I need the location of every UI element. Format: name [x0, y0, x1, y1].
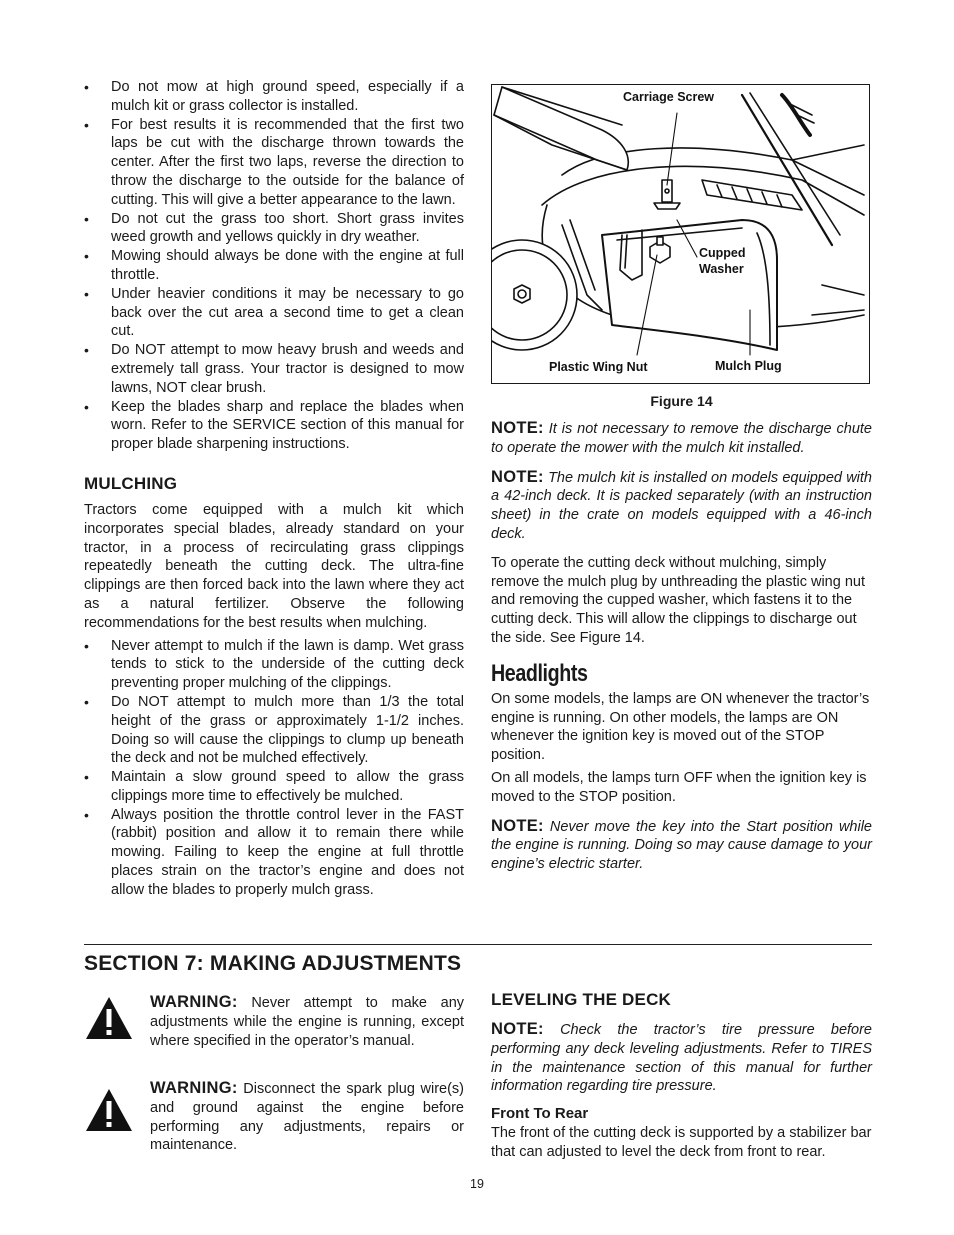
note-label: NOTE:	[491, 816, 544, 835]
mowing-tips-list	[84, 78, 464, 454]
list-item: • Do NOT attempt to mow heavy brush and weeds and extremely tall grass. Your tractor is designed to mow lawns, NOT clear brush.	[84, 341, 464, 397]
headlights-para-1: On some models, the lamps are ON whenever the tractor’s engine is running. On other models, the lamps are ON whenever the ignition key is moved out of the STOP position.	[491, 690, 870, 764]
list-item: • For best results it is recommended that the first two laps be cut with the discharge thrown towards the center. After the first two laps, reverse the direction to throw the discharge to the outside for the balance of cutting. This will give a better appearance to the lawn.	[84, 116, 464, 210]
list-item: • Do NOT attempt to mulch more than 1/3 the total height of the grass or approximately 1-1/2 inches. Doing so will cause the clippings to clump up beneath the deck and not be mulched effectively.	[84, 693, 464, 768]
mulch-plug-diagram	[492, 85, 868, 382]
list-item: • Do not cut the grass too short. Short grass invites weed growth and yellows quickly in dry weather.	[84, 210, 464, 248]
headlights-heading: Headlights	[491, 659, 588, 687]
note-label: NOTE:	[491, 419, 544, 437]
list-item: • Maintain a slow ground speed to allow the grass clippings more time to effectively be mulched.	[84, 768, 464, 806]
mulching-intro: Tractors come equipped with a mulch kit which incorporates special blades, already standard on your tractor, in a process of recirculating grass clippings repeatedly beneath the cutting deck. The ultra-fine clippings are then forced back into the lawn where they act as a natural fertilizer. Observe the following recommendations for the best results when mulching.	[84, 501, 464, 631]
note-text: The mulch kit is installed on models equipped with a 42-inch deck. It is packed separately (with an instruction sheet) in the crate on models equipped with a 46-inch deck.	[491, 469, 872, 542]
warning-label: WARNING:	[150, 1079, 238, 1097]
list-item: • Never attempt to mulch if the lawn is damp. Wet grass tends to stick to the underside of the cutting deck preventing proper mulching of the clippings.	[84, 637, 464, 693]
label-washer: Washer	[699, 262, 744, 276]
warning-label: WARNING:	[150, 993, 238, 1011]
warning-block-2	[84, 1079, 464, 1155]
label-mulch-plug: Mulch Plug	[715, 359, 782, 373]
warning-block-1	[84, 993, 464, 1050]
figure-14-illustration	[491, 84, 870, 384]
headlights-para-2: On all models, the lamps turn OFF when the ignition key is moved to the STOP position.	[491, 769, 867, 805]
front-to-rear-text: The front of the cutting deck is supported by a stabilizer bar that can adjusted to level the deck from front to rear.	[491, 1125, 872, 1160]
left-column	[84, 78, 464, 900]
list-item: • Keep the blades sharp and replace the blades when worn. Refer to the SERVICE section of this manual for proper blade sharpening instructions.	[84, 398, 464, 454]
note-mulch-kit	[491, 468, 872, 544]
note-start-position	[491, 817, 872, 874]
section-7-title: SECTION 7: MAKING ADJUSTMENTS	[84, 952, 462, 975]
note-tire-pressure	[491, 1020, 872, 1096]
warning-body: Disconnect the spark plug wire(s) and ground against the engine before performing any adjustments, repairs or maintenance.	[150, 1081, 464, 1154]
note-text: Check the tractor’s tire pressure before performing any deck leveling adjustments. Refer to TIRES in the maintenance section of this manual for further information regarding tire pressure.	[491, 1022, 872, 1095]
list-item: • Always position the throttle control lever in the FAST (rabbit) position and allow it to remain there while mowing. Failing to keep the engine at full throttle places strain on the tractor’s engine and does not allow the blades to properly mulch grass.	[84, 806, 464, 900]
mulching-heading: MULCHING	[84, 473, 178, 493]
list-item: • Do not mow at high ground speed, especially if a mulch kit or grass collector is installed.	[84, 78, 464, 116]
mulching-tips-list	[84, 637, 464, 900]
label-carriage-screw: Carriage Screw	[623, 90, 715, 104]
leveling-column	[491, 990, 872, 1162]
warning-text-2	[150, 1079, 464, 1155]
front-to-rear-heading: Front To Rear	[491, 1105, 589, 1123]
warning-triangle-icon	[84, 995, 134, 1041]
headlights-heading-wrap	[491, 660, 872, 688]
note-text: It is not necessary to remove the discharge chute to operate the mower with the mulch kit installed.	[491, 421, 872, 456]
note-text: Never move the key into the Start position while the engine is running. Doing so may cause damage to your engine’s electric starter.	[491, 818, 872, 873]
without-mulching-text: To operate the cutting deck without mulching, simply remove the mulch plug by unthreading the plastic wing nut and removing the cupped washer, which fastens it to the cutting deck. This will allow the clippings to discharge out the side. See Figure 14.	[491, 554, 865, 646]
warning-triangle-icon	[84, 1087, 134, 1133]
leveling-heading: LEVELING THE DECK	[491, 990, 672, 1009]
warning-body: Never attempt to make any adjustments while the engine is running, except where specified in the operator’s manual.	[150, 995, 465, 1049]
figure-caption: Figure 14	[650, 393, 713, 409]
label-plastic-wing-nut: Plastic Wing Nut	[549, 360, 648, 374]
note-discharge-chute	[491, 419, 872, 458]
note-label: NOTE:	[491, 1020, 544, 1038]
right-column	[491, 84, 872, 874]
list-item: • Under heavier conditions it may be necessary to go back over the cut area a second time to get a clean cut.	[84, 285, 464, 341]
label-cupped: Cupped	[699, 246, 746, 260]
note-label: NOTE:	[491, 467, 544, 486]
list-item: • Mowing should always be done with the engine at full throttle.	[84, 247, 464, 285]
page-number: 19	[470, 1177, 484, 1191]
section-divider	[84, 944, 872, 945]
warning-text-1	[150, 993, 464, 1050]
